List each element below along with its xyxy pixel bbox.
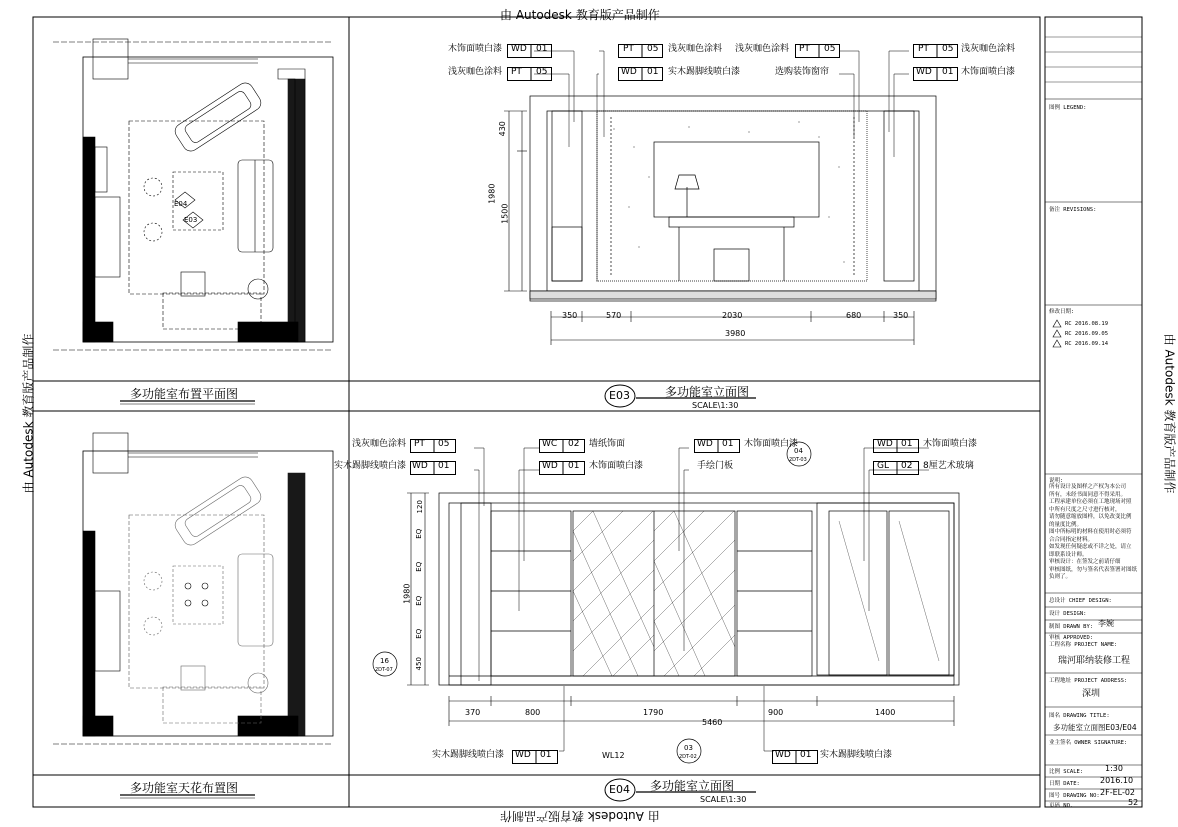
e04-tag-7-code: WD: [877, 439, 893, 449]
tb-note-line: 审核图纸，勿与签名代表签署对图纸: [1049, 566, 1138, 573]
e03-dim-2: 570: [606, 311, 622, 320]
callout-3-num: 03: [684, 744, 693, 752]
tb-drawing-title-label: 图名 DRAWING TITLE:: [1049, 713, 1110, 719]
e03-scale: SCALE\1:30: [692, 401, 739, 410]
e04-tag-5-text: 木饰面喷白漆: [744, 439, 799, 449]
e03-tag-1-text: 木饰面喷白漆: [448, 44, 503, 54]
tb-owner-sign: 业主签名 OWNER SIGNATURE:: [1049, 740, 1128, 746]
layout-plan-title: 多功能室布置平面图: [130, 387, 239, 401]
e04-tag-4-text: 木饰面喷白漆: [589, 461, 644, 471]
e03-tag-2-code: PT: [511, 67, 522, 77]
e03-tag-2-text: 浅灰咖色涂料: [448, 67, 503, 77]
e04-tag-4-num: 01: [568, 461, 580, 471]
e03-tag-8-code: WD: [916, 67, 932, 77]
tb-design: 设计 DESIGN:: [1049, 611, 1087, 617]
marker-e04: E04: [174, 200, 188, 208]
tb-note-line: 工程承建单位必须在工地现场对照: [1049, 499, 1132, 505]
tb-drawing-title: 多功能室立面图E03/E04: [1053, 723, 1137, 732]
tb-notes-label: 说明:: [1049, 478, 1064, 484]
e03-tag-6-text: 选购装饰窗帘: [775, 67, 830, 77]
e04-tag-8-num: 02: [901, 461, 913, 471]
e03-tag-2-num: 05: [536, 67, 548, 77]
e04-dim-left-6: 450: [414, 657, 423, 671]
e04-tag-7-text: 木饰面喷白漆: [923, 439, 978, 449]
e04-dim-1: 370: [465, 708, 481, 717]
e03-tag-5-code: PT: [799, 44, 810, 54]
e04-title: 多功能室立面图: [650, 779, 735, 793]
e04-tag-9-code: WD: [515, 750, 531, 760]
tb-chief-design: 总设计 CHIEF DESIGN:: [1049, 598, 1112, 604]
e03-tag-5-num: 05: [824, 44, 836, 54]
e04-dim-left-total: 1980: [402, 583, 412, 604]
e04-tag-7-num: 01: [901, 439, 913, 449]
e03-tag-4-text: 实木踢脚线喷白漆: [668, 67, 741, 77]
tb-project-name-label: 工程名称 PROJECT NAME:: [1049, 642, 1118, 648]
e03-dim-total: 3980: [725, 329, 746, 338]
tb-note-line: 的量度比例。: [1049, 521, 1083, 528]
callout-3-ref: 2DT-02: [679, 754, 697, 760]
watermark-right: 由 Autodesk 教育版产品制作: [1162, 333, 1177, 494]
e03-dim-left-1: 430: [497, 121, 507, 137]
e03-title: 多功能室立面图: [665, 385, 750, 399]
e03-code: E03: [609, 389, 630, 402]
tb-note-line: 所有，未经书面同意不得采用。: [1049, 491, 1127, 498]
e04-title-line: [636, 791, 756, 794]
e04-dim-left-3: EQ: [415, 561, 424, 572]
tb-scale-label: 比例 SCALE:: [1049, 769, 1084, 775]
e04-dim-left-5: EQ: [415, 628, 424, 639]
tb-drawing-no: 2F-EL-02: [1100, 788, 1136, 797]
callout-2-num: 16: [380, 657, 389, 665]
tb-drawn-name: 李婉: [1098, 619, 1114, 628]
tb-sheet-label: 页码 NO.: [1049, 803, 1074, 809]
tb-address: 深圳: [1082, 689, 1101, 699]
e04-dim-4: 900: [768, 708, 784, 717]
tb-note-line: 即联系设计师。: [1049, 551, 1088, 558]
e04-tag-10-code: WD: [775, 750, 791, 760]
e03-tag-4-code: WD: [621, 67, 637, 77]
e04-tag-1-code: PT: [414, 439, 425, 449]
e03-tag-8-text: 木饰面喷白漆: [961, 67, 1016, 77]
watermark-left: 由 Autodesk 教育版产品制作: [21, 333, 36, 494]
e04-scale: SCALE\1:30: [700, 795, 747, 804]
e04-tag-6-text: 手绘门板: [697, 461, 734, 471]
e03-tag-4-num: 01: [647, 67, 659, 77]
e03-tag-7-num: 05: [942, 44, 954, 54]
e04-tag-1-num: 05: [438, 439, 450, 449]
e04-tag-5-code: WD: [697, 439, 713, 449]
ceiling-plan-title-underline: [120, 794, 260, 800]
e03-tag-7-code: PT: [918, 44, 929, 54]
e04-tag-1-text: 浅灰咖色涂料: [352, 439, 407, 449]
e03-dim-left-2: 1500: [500, 203, 510, 224]
e04-dim-3: 1790: [643, 708, 664, 717]
tb-rev-3: RC 2016.09.14: [1065, 341, 1109, 347]
e04-tag-3-code: WC: [542, 439, 558, 449]
marker-e03: E03: [184, 216, 198, 224]
callout-1-num: 04: [794, 447, 803, 455]
ceiling-plan-title: 多功能室天花布置图: [130, 781, 239, 795]
e03-tag-1-num: 01: [536, 44, 548, 54]
layout-plan: [33, 17, 349, 381]
e04-tag-2-text: 实木踢脚线喷白漆: [334, 461, 407, 471]
ceiling-plan: [33, 411, 349, 775]
e04-tag-2-num: 01: [438, 461, 450, 471]
e03-tag-3-text: 浅灰咖色涂料: [668, 44, 723, 54]
e03-dim-1: 350: [562, 311, 578, 320]
tb-drawing-no-label: 图号 DRAWING NO:: [1049, 793, 1100, 799]
e04-dim-total: 5460: [702, 718, 723, 727]
tb-revisions-label: 备注 REVISIONS:: [1049, 207, 1097, 213]
e04-tag-10-num: 01: [800, 750, 812, 760]
tb-revise-date-label: 修改日期:: [1049, 309, 1075, 315]
e03-title-line: [636, 397, 756, 400]
watermark-top: 由 Autodesk 教育版产品制作: [500, 8, 660, 22]
e03-tag-8-num: 01: [942, 67, 954, 77]
e04-dim-left-2: EQ: [415, 528, 424, 539]
e03-tag-7-text: 浅灰咖色涂料: [961, 44, 1016, 54]
e04-tag-10-text: 实木踢脚线喷白漆: [820, 750, 893, 760]
tb-rev-1: RC 2016.08.19: [1065, 321, 1109, 327]
e04-tag-3-num: 02: [568, 439, 580, 449]
e03-tag-5-text: 浅灰咖色涂料: [735, 44, 790, 54]
e04-dim-5: 1400: [875, 708, 896, 717]
tb-approved: 审核 APPROVED:: [1049, 635, 1094, 641]
tb-project-name: 瑞河耶纳装修工程: [1058, 656, 1131, 666]
e03-dim-4: 680: [846, 311, 862, 320]
tb-drawn-by: 制图 DRAWN BY:: [1049, 624, 1094, 630]
tb-note-line: 请勿随意缩放图样，以免改变比例: [1049, 514, 1132, 520]
tb-note-line: 中所有尺度之尺寸进行核对，: [1049, 506, 1121, 513]
e04-tag-3-text: 墙纸饰面: [589, 439, 626, 449]
tb-note-line: 所有设计及图样之产权为本公司: [1049, 484, 1127, 490]
tb-note-line: 图中所标明的材料在使用时必须符: [1049, 529, 1132, 535]
tb-notes: [1049, 484, 1139, 582]
e04-tag-4-code: WD: [542, 461, 558, 471]
e04-tag-8-text: 8厘艺术玻璃: [923, 461, 974, 471]
tb-note-line: 合合同指定材料。: [1049, 536, 1094, 543]
e04-dim-left-1: 120: [415, 500, 424, 514]
tb-date-label: 日期 DATE:: [1049, 781, 1080, 787]
e03-dim-left-total: 1980: [487, 183, 497, 204]
e03-tag-3-num: 05: [647, 44, 659, 54]
e04-tag-2-code: WD: [412, 461, 428, 471]
callout-1-ref: 2DT-03: [789, 457, 807, 463]
tb-scale-value: 1:30: [1105, 764, 1123, 773]
e04-dim-2: 800: [525, 708, 541, 717]
watermark-bottom: 由 Autodesk 教育版产品制作: [500, 809, 660, 823]
tb-note-line: 如发现任何疑虑或不详之处，请立: [1049, 544, 1132, 550]
e03-dim-3: 2030: [722, 311, 743, 320]
e04-code: E04: [609, 783, 630, 796]
tb-note-line: 负则了。: [1049, 574, 1072, 580]
e04-tag-9-num: 01: [540, 750, 552, 760]
tb-legend-label: 图例 LEGEND:: [1049, 105, 1087, 111]
e03-dim-5: 350: [893, 311, 909, 320]
tb-date-value: 2016.10: [1100, 776, 1134, 785]
callout-2-ref: 2DT-07: [375, 667, 393, 673]
e03-tag-3-code: PT: [623, 44, 634, 54]
tb-rev-2: RC 2016.09.05: [1065, 331, 1109, 337]
e03-tag-1-code: WD: [511, 44, 527, 54]
tb-note-line: 审核设计：在签发之前请仔细: [1049, 559, 1121, 565]
e04-tag-8-code: GL: [877, 461, 889, 471]
layout-plan-title-underline: [120, 400, 260, 406]
e04-tag-9-text: 实木踢脚线喷白漆: [432, 750, 505, 760]
e04-tag-5-num: 01: [722, 439, 734, 449]
tb-sheet-no: 52: [1128, 798, 1139, 807]
e04-dim-left-4: EQ: [415, 595, 424, 606]
tb-address-label: 工程地址 PROJECT ADDRESS:: [1049, 678, 1128, 684]
e04-wl: WL12: [602, 751, 625, 760]
